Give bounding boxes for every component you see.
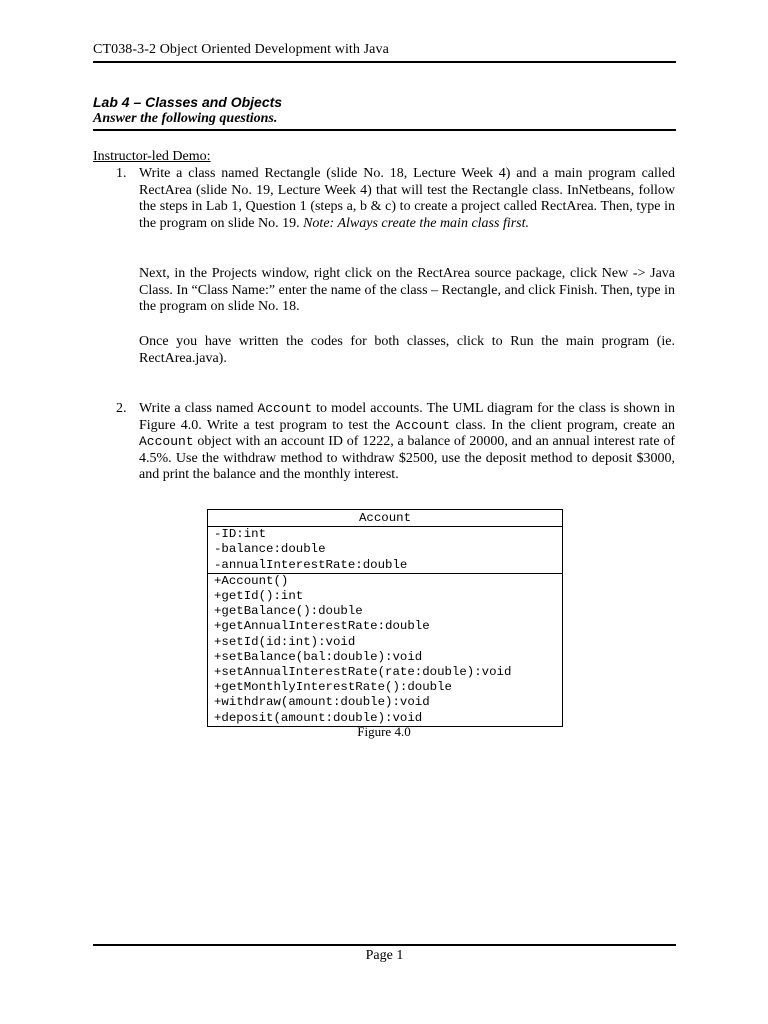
question-2-code-3: Account — [139, 434, 194, 450]
uml-method: +setId(id:int):void — [214, 634, 356, 649]
question-2-code-2: Account — [395, 417, 451, 433]
uml-class-name: Account — [208, 510, 562, 527]
question-2-text-3: class. In the client program, create an — [450, 417, 676, 433]
question-2-code-1: Account — [257, 401, 313, 416]
title-rule — [93, 129, 676, 131]
question-1-text: Write a class named Rectangle (slide No. 18, Lecture Week 4) and a main program called RectArea (slide No. 19, Lecture Week 4) that will test the Rectangle class. InNetbeans, follow the steps in Lab 1, Question 1 (steps a, b & c) to create a project called RectArea. Then, type in the program on slide No. 19. — [139, 166, 675, 231]
question-1-paragraph-2: Next, in the Projects window, right click on the RectArea source package, click New -> Java Class. In “Class Name:” enter the name of the class – Rectangle, and click Finish. Then, type in the program on slide No. 18. — [139, 266, 675, 315]
uml-method: +getId():int — [214, 589, 304, 604]
lab-subtitle: Answer the following questions. — [93, 111, 278, 126]
uml-method: +withdraw(amount:double):void — [214, 695, 430, 710]
page-number: Page 1 — [365, 948, 404, 963]
uml-method: +Account() — [214, 573, 289, 588]
question-2-text-4: object with an account ID of 1222, a balance of 20000, and an annual interest rate of 4.5%. Use the withdraw method to withdraw $2500, use the deposit method to deposit $3000, and print the balance and the monthly interest. — [139, 434, 675, 483]
uml-attribute: -balance:double — [214, 542, 326, 557]
question-2-text-1: Write a class named — [139, 401, 258, 416]
uml-method: +deposit(amount:double):void — [214, 710, 423, 725]
question-2-number: 2. — [116, 401, 127, 416]
question-2-paragraph — [139, 401, 675, 484]
uml-class-diagram — [207, 509, 563, 727]
section-title: Instructor-led Demo: — [93, 149, 211, 164]
course-title: CT038-3-2 Object Oriented Development with Java — [93, 42, 389, 57]
question-1-paragraph-1 — [139, 166, 675, 232]
question-1-number: 1. — [116, 166, 127, 181]
uml-attribute: -ID:int — [214, 527, 267, 542]
footer-rule — [93, 944, 676, 946]
header-rule — [93, 61, 676, 63]
question-1-note: Note: Always create the main class first. — [303, 215, 530, 231]
uml-method: +getMonthlyInterestRate():double — [214, 680, 452, 695]
question-1-paragraph-3: Once you have written the codes for both classes, click to Run the main program (ie. RectArea.java). — [139, 334, 675, 366]
uml-method: +setAnnualInterestRate(rate:double):void — [214, 665, 512, 680]
uml-method: +getAnnualInterestRate:double — [214, 619, 430, 634]
uml-attribute: -annualInterestRate:double — [214, 557, 408, 572]
figure-caption: Figure 4.0 — [357, 724, 411, 739]
lab-title: Lab 4 – Classes and Objects — [93, 94, 283, 110]
uml-method: +getBalance():double — [214, 604, 363, 619]
uml-attributes — [208, 527, 562, 574]
question-2-text-2: to model accounts. The UML diagram for the class is shown in Figure 4.0. Write a test program to test the — [139, 401, 675, 433]
uml-method: +setBalance(bal:double):void — [214, 649, 423, 664]
uml-methods — [208, 574, 562, 726]
